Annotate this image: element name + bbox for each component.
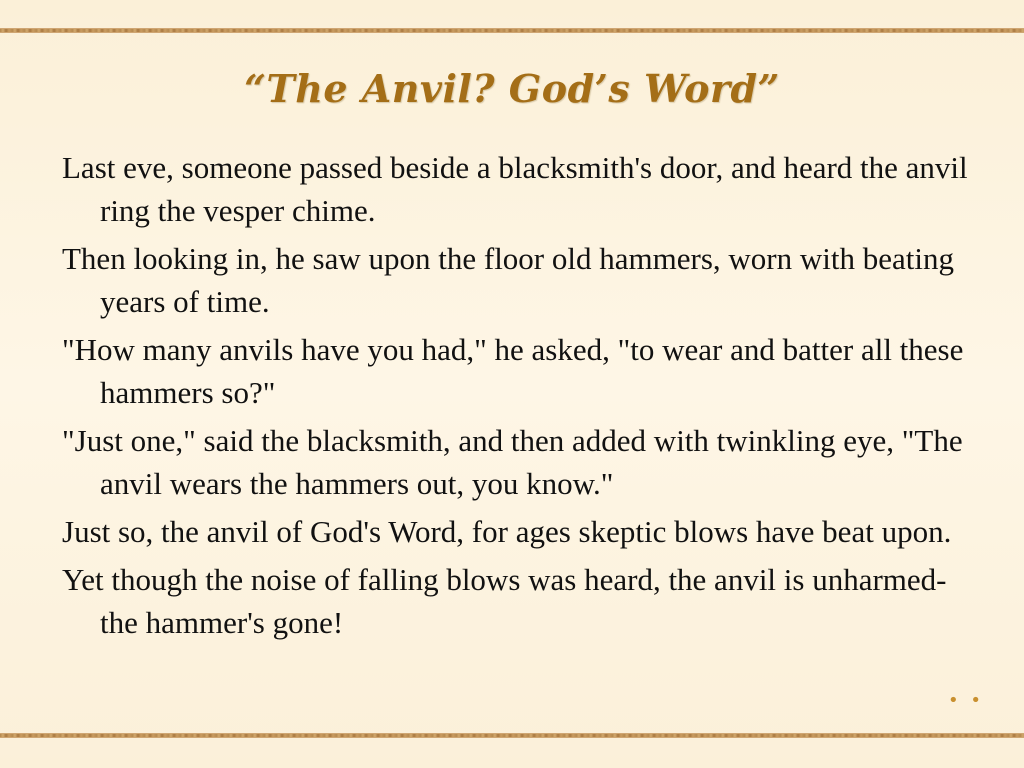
poem-line: "Just one," said the blacksmith, and then added with twinkling eye, "The anvil wears the hammers out, you know." xyxy=(62,423,963,501)
bottom-decorative-rule xyxy=(0,733,1024,738)
top-decorative-rule xyxy=(0,28,1024,33)
poem-line: Last eve, someone passed beside a blacksmith's door, and heard the anvil ring the vesper chime. xyxy=(62,150,968,228)
poem-line: Just so, the anvil of God's Word, for ages skeptic blows have beat upon. xyxy=(62,514,952,549)
poem-line: Yet though the noise of falling blows was heard, the anvil is unharmed-the hammer's gone! xyxy=(62,562,947,640)
slide-title: “The Anvil? God’s Word” xyxy=(244,66,780,111)
poem-line: Then looking in, he saw upon the floor old hammers, worn with beating years of time. xyxy=(62,241,954,319)
poem-line: "How many anvils have you had," he asked, "to wear and batter all these hammers so?" xyxy=(62,332,964,410)
poem-body xyxy=(62,146,972,649)
footer-dots-mark: • • xyxy=(948,690,984,711)
